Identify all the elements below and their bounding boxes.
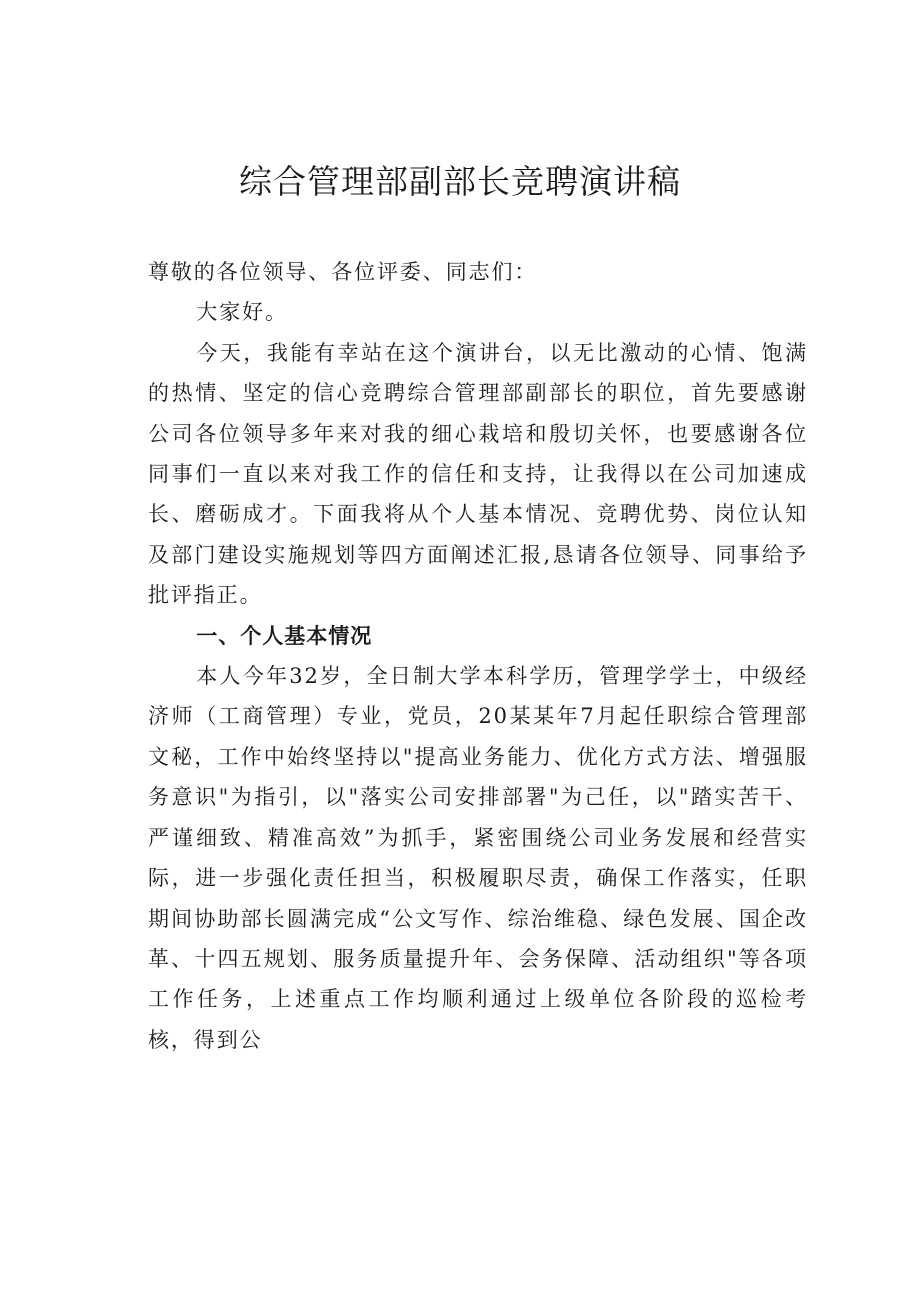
- section-paragraph: 本人今年32岁，全日制大学本科学历，管理学学士，中级经济师（工商管理）专业，党员，20某某年7月起任职综合管理部文秘，工作中始终坚持以"提高业务能力、优化方式方法、增强服务意识"为指引，以"落实公司安排部署"为己任，以"踏实苦干、严谨细致、精准高效”为抓手，紧密围绕公司业务发展和经营实际，进一步强化责任担当，积极履职尽责，确保工作落实，任职期间协助部长圆满完成“公文写作、综治维稳、绿色发展、国企改革、十四五规划、服务质量提升年、会务保障、活动组织"等各项工作任务，上述重点工作均顺利通过上级单位各阶段的巡检考核，得到公: [148, 664, 808, 1052]
- greeting-paragraph: 大家好。: [196, 300, 288, 325]
- section-heading: 一、个人基本情况: [196, 623, 373, 648]
- document-title: 综合管理部副部长竞聘演讲稿: [239, 162, 681, 201]
- document-body: [148, 252, 808, 1060]
- intro-paragraph: 今天，我能有幸站在这个演讲台，以无比激动的心情、饱满的热情、坚定的信心竞聘综合管理部副部长的职位，首先要感谢公司各位领导多年来对我的细心栽培和殷切关怀，也要感谢各位同事们一直以来对我工作的信任和支持，让我得以在公司加速成长、磨砺成才。下面我将从个人基本情况、竞聘优势、岗位认知及部门建设实施规划等四方面阐述汇报,恳请各位领导、同事给予批评指正。: [148, 340, 808, 608]
- salutation-paragraph: 尊敬的各位领导、各位评委、同志们：: [148, 260, 538, 284]
